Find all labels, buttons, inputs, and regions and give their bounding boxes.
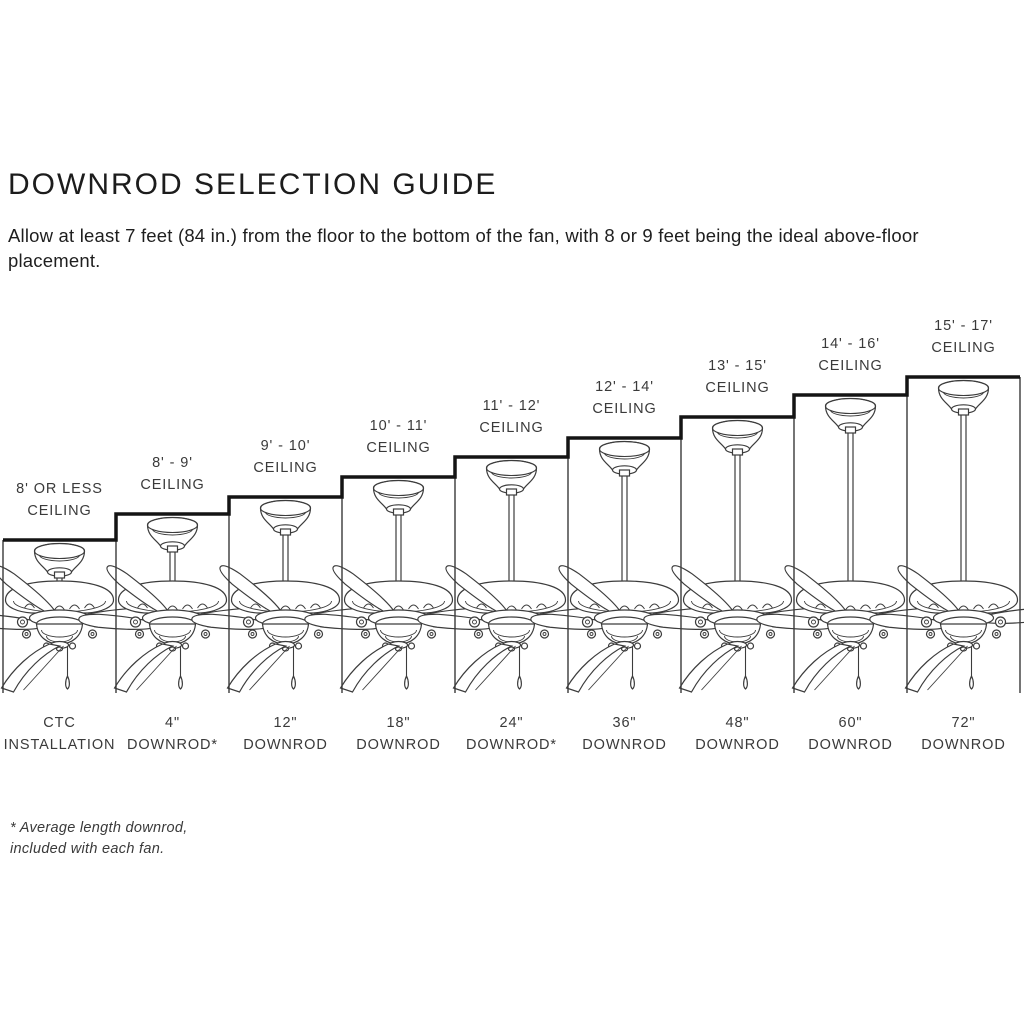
downrod-word: DOWNROD* <box>127 737 218 753</box>
ceiling-height-label <box>568 376 681 420</box>
downrod-size-label <box>342 712 455 756</box>
ceiling-range: 15' - 17' <box>934 318 993 334</box>
downrod-size: 24" <box>499 715 524 731</box>
ceiling-range: 8' - 9' <box>152 455 193 471</box>
downrod-size: 12" <box>273 715 298 731</box>
downrod-size-label <box>907 712 1020 756</box>
ceiling-height-label <box>3 478 116 522</box>
downrod-word: DOWNROD <box>808 737 893 753</box>
ceiling-height-label <box>229 435 342 479</box>
ceiling-range: 10' - 11' <box>369 418 428 434</box>
downrod-size-label <box>794 712 907 756</box>
downrod-word: DOWNROD <box>921 737 1006 753</box>
ceiling-height-label <box>455 395 568 439</box>
ceiling-word: CEILING <box>366 440 431 456</box>
page-title: DOWNROD SELECTION GUIDE <box>8 168 498 201</box>
ceiling-word: CEILING <box>592 401 657 417</box>
ceiling-word: CEILING <box>140 477 205 493</box>
ceiling-word: CEILING <box>818 358 883 374</box>
downrod-word: DOWNROD <box>695 737 780 753</box>
ceiling-height-label <box>116 452 229 496</box>
ceiling-word: CEILING <box>705 380 770 396</box>
downrod-size: 36" <box>612 715 637 731</box>
ceiling-word: CEILING <box>253 460 318 476</box>
ceiling-range: 14' - 16' <box>821 336 880 352</box>
ceiling-word: CEILING <box>479 420 544 436</box>
downrod-size: 18" <box>386 715 411 731</box>
ceiling-height-label <box>681 355 794 399</box>
ceiling-range: 9' - 10' <box>260 438 311 454</box>
ceiling-fan-illustration <box>643 421 832 693</box>
downrod-word: DOWNROD* <box>466 737 557 753</box>
footnote-line-1: * Average length downrod, <box>10 820 188 836</box>
downrod-size: CTC <box>43 715 76 731</box>
intro-text: Allow at least 7 feet (84 in.) from the floor to the bottom of the fan, with 8 or 9 feet being the ideal above-floor placement. <box>8 225 919 271</box>
downrod-size-label <box>568 712 681 756</box>
downrod-word: DOWNROD <box>582 737 667 753</box>
downrod-word: INSTALLATION <box>3 737 116 753</box>
downrod-word: DOWNROD <box>243 737 328 753</box>
footnote <box>10 818 188 860</box>
downrod-size-label <box>229 712 342 756</box>
downrod-size: 60" <box>838 715 863 731</box>
downrod-size-label <box>455 712 568 756</box>
footnote-line-2: included with each fan. <box>10 841 165 857</box>
ceiling-fan-illustration <box>869 381 1024 693</box>
downrod-size: 72" <box>951 715 976 731</box>
downrod-size-label <box>116 712 229 756</box>
downrod-size: 48" <box>725 715 750 731</box>
ceiling-range: 11' - 12' <box>482 398 541 414</box>
downrod-word: DOWNROD <box>356 737 441 753</box>
ceiling-fan-illustration <box>756 399 945 693</box>
ceiling-range: 8' OR LESS <box>16 481 103 497</box>
ceiling-fan-illustration <box>530 442 719 693</box>
downrod-size-label <box>3 712 116 756</box>
ceiling-range: 13' - 15' <box>708 358 767 374</box>
ceiling-range: 12' - 14' <box>595 379 654 395</box>
ceiling-height-label <box>794 333 907 377</box>
ceiling-height-label <box>907 315 1020 359</box>
downrod-size-label <box>681 712 794 756</box>
ceiling-word: CEILING <box>27 503 92 519</box>
downrod-size: 4" <box>164 715 180 731</box>
ceiling-word: CEILING <box>931 340 996 356</box>
ceiling-height-label <box>342 415 455 459</box>
